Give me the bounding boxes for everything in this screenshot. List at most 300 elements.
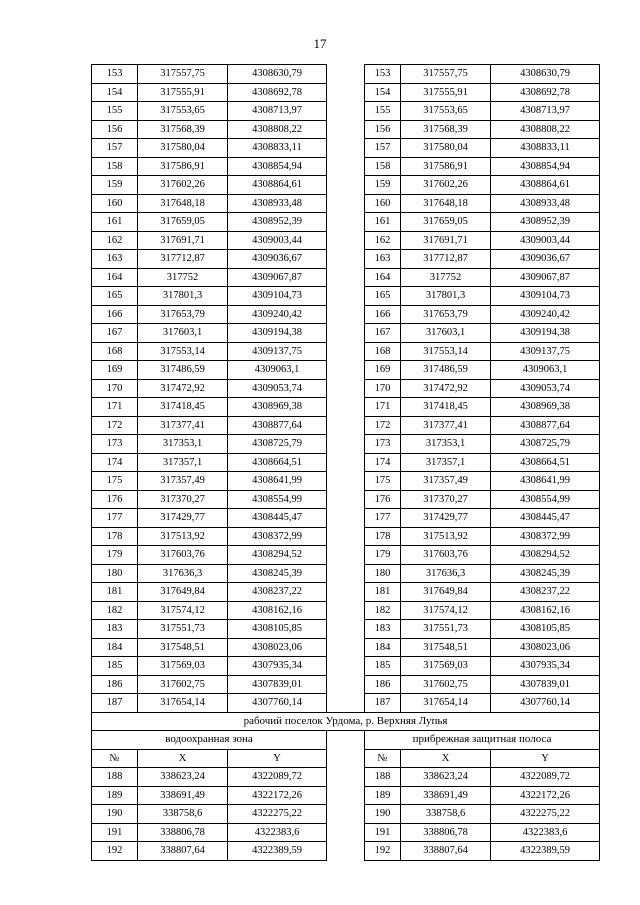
right-y-coordinate: 4309053,74	[491, 379, 600, 398]
right-y-coordinate: 4322275,22	[491, 805, 600, 824]
left-point-number: 177	[92, 509, 138, 528]
table-row	[92, 287, 600, 306]
left-x-coordinate: 317580,04	[138, 139, 228, 158]
table-row	[92, 361, 600, 380]
column-gap	[327, 527, 365, 546]
left-y-coordinate: 4309104,73	[228, 287, 327, 306]
left-x-coordinate: 317603,1	[138, 324, 228, 343]
right-y-coordinate: 4308713,97	[491, 102, 600, 121]
table-row	[92, 379, 600, 398]
right-y-coordinate: 4308162,16	[491, 601, 600, 620]
left-x-coordinate: 338758,6	[138, 805, 228, 824]
left-y-coordinate: 4308105,85	[228, 620, 327, 639]
left-x-coordinate: 317712,87	[138, 250, 228, 269]
left-x-coordinate: 317569,03	[138, 657, 228, 676]
left-point-number: 186	[92, 675, 138, 694]
column-gap	[327, 786, 365, 805]
left-y-coordinate: 4309240,42	[228, 305, 327, 324]
table-row	[92, 583, 600, 602]
right-x-coordinate: 317569,03	[401, 657, 491, 676]
header-number-right: №	[365, 749, 401, 768]
right-x-coordinate: 338807,64	[401, 842, 491, 861]
table-row	[92, 102, 600, 121]
left-x-coordinate: 338691,49	[138, 786, 228, 805]
right-y-coordinate: 4308445,47	[491, 509, 600, 528]
upper-rows	[92, 65, 600, 713]
column-gap	[327, 398, 365, 417]
left-point-number: 157	[92, 139, 138, 158]
table-row	[92, 546, 600, 565]
column-gap	[327, 823, 365, 842]
column-gap	[327, 657, 365, 676]
table-row	[92, 527, 600, 546]
right-y-coordinate: 4308664,51	[491, 453, 600, 472]
column-gap	[327, 250, 365, 269]
left-x-coordinate: 317557,75	[138, 65, 228, 84]
right-point-number: 169	[365, 361, 401, 380]
left-point-number: 163	[92, 250, 138, 269]
left-x-coordinate: 317659,05	[138, 213, 228, 232]
left-x-coordinate: 317654,14	[138, 694, 228, 713]
table-row	[92, 472, 600, 491]
left-y-coordinate: 4308245,39	[228, 564, 327, 583]
right-point-number: 162	[365, 231, 401, 250]
right-x-coordinate: 317752	[401, 268, 491, 287]
left-y-coordinate: 4308692,78	[228, 83, 327, 102]
left-x-coordinate: 317586,91	[138, 157, 228, 176]
right-point-number: 156	[365, 120, 401, 139]
right-y-coordinate: 4308641,99	[491, 472, 600, 491]
table-row	[92, 768, 600, 787]
left-x-coordinate: 317602,26	[138, 176, 228, 195]
table-row	[92, 157, 600, 176]
right-x-coordinate: 317603,1	[401, 324, 491, 343]
right-point-number: 192	[365, 842, 401, 861]
left-y-coordinate: 4308630,79	[228, 65, 327, 84]
table-row	[92, 694, 600, 713]
right-point-number: 159	[365, 176, 401, 195]
left-x-coordinate: 338806,78	[138, 823, 228, 842]
right-x-coordinate: 317377,41	[401, 416, 491, 435]
right-point-number: 186	[365, 675, 401, 694]
left-point-number: 184	[92, 638, 138, 657]
left-point-number: 160	[92, 194, 138, 213]
right-point-number: 177	[365, 509, 401, 528]
right-y-coordinate: 4307839,01	[491, 675, 600, 694]
column-gap	[327, 176, 365, 195]
left-point-number: 173	[92, 435, 138, 454]
left-point-number: 169	[92, 361, 138, 380]
left-point-number: 167	[92, 324, 138, 343]
header-number-left: №	[92, 749, 138, 768]
left-y-coordinate: 4308664,51	[228, 453, 327, 472]
left-x-coordinate: 338623,24	[138, 768, 228, 787]
left-x-coordinate: 317602,75	[138, 675, 228, 694]
left-y-coordinate: 4308952,39	[228, 213, 327, 232]
column-gap	[327, 342, 365, 361]
right-x-coordinate: 317602,75	[401, 675, 491, 694]
column-gap	[327, 65, 365, 84]
right-y-coordinate: 4308933,48	[491, 194, 600, 213]
left-point-number: 175	[92, 472, 138, 491]
right-y-coordinate: 4309067,87	[491, 268, 600, 287]
left-x-coordinate: 317555,91	[138, 83, 228, 102]
left-x-coordinate: 317357,1	[138, 453, 228, 472]
right-y-coordinate: 4309137,75	[491, 342, 600, 361]
right-x-coordinate: 317603,76	[401, 546, 491, 565]
right-x-coordinate: 317486,59	[401, 361, 491, 380]
right-x-coordinate: 317370,27	[401, 490, 491, 509]
right-x-coordinate: 317580,04	[401, 139, 491, 158]
table-row	[92, 823, 600, 842]
right-x-coordinate: 317602,26	[401, 176, 491, 195]
right-point-number: 171	[365, 398, 401, 417]
left-x-coordinate: 317429,77	[138, 509, 228, 528]
right-x-coordinate: 338691,49	[401, 786, 491, 805]
table-row	[92, 305, 600, 324]
right-y-coordinate: 4309104,73	[491, 287, 600, 306]
left-point-number: 170	[92, 379, 138, 398]
left-point-number: 191	[92, 823, 138, 842]
right-point-number: 176	[365, 490, 401, 509]
column-gap	[327, 805, 365, 824]
left-point-number: 165	[92, 287, 138, 306]
column-gap	[327, 564, 365, 583]
left-y-coordinate: 4308725,79	[228, 435, 327, 454]
right-point-number: 153	[365, 65, 401, 84]
left-point-number: 155	[92, 102, 138, 121]
column-gap	[327, 638, 365, 657]
left-y-coordinate: 4309053,74	[228, 379, 327, 398]
right-point-number: 179	[365, 546, 401, 565]
left-point-number: 153	[92, 65, 138, 84]
left-y-coordinate: 4309063,1	[228, 361, 327, 380]
left-y-coordinate: 4308933,48	[228, 194, 327, 213]
right-point-number: 164	[365, 268, 401, 287]
right-point-number: 185	[365, 657, 401, 676]
right-y-coordinate: 4308630,79	[491, 65, 600, 84]
left-y-coordinate: 4322089,72	[228, 768, 327, 787]
left-y-coordinate: 4308162,16	[228, 601, 327, 620]
table-row	[92, 194, 600, 213]
right-y-coordinate: 4308105,85	[491, 620, 600, 639]
left-y-coordinate: 4307760,14	[228, 694, 327, 713]
right-y-coordinate: 4308245,39	[491, 564, 600, 583]
right-x-coordinate: 317654,14	[401, 694, 491, 713]
left-point-number: 190	[92, 805, 138, 824]
right-y-coordinate: 4309194,38	[491, 324, 600, 343]
right-y-coordinate: 4309063,1	[491, 361, 600, 380]
right-point-number: 168	[365, 342, 401, 361]
column-gap	[327, 583, 365, 602]
section-title: рабочий поселок Урдома, р. Верхняя Лупья	[92, 712, 600, 731]
right-y-coordinate: 4322089,72	[491, 768, 600, 787]
header-y-left: Y	[228, 749, 327, 768]
left-point-number: 159	[92, 176, 138, 195]
table-row	[92, 139, 600, 158]
table-row	[92, 805, 600, 824]
right-x-coordinate: 317418,45	[401, 398, 491, 417]
column-gap	[327, 768, 365, 787]
left-point-number: 187	[92, 694, 138, 713]
table-row	[92, 435, 600, 454]
table-row	[92, 453, 600, 472]
right-point-number: 166	[365, 305, 401, 324]
left-zone-title: водоохранная зона	[92, 731, 327, 750]
column-gap	[327, 157, 365, 176]
right-x-coordinate: 338758,6	[401, 805, 491, 824]
left-point-number: 181	[92, 583, 138, 602]
table-row	[92, 83, 600, 102]
right-y-coordinate: 4308725,79	[491, 435, 600, 454]
left-y-coordinate: 4308023,06	[228, 638, 327, 657]
right-point-number: 154	[365, 83, 401, 102]
right-x-coordinate: 317649,84	[401, 583, 491, 602]
left-y-coordinate: 4308833,11	[228, 139, 327, 158]
left-x-coordinate: 317574,12	[138, 601, 228, 620]
left-x-coordinate: 338807,64	[138, 842, 228, 861]
left-x-coordinate: 317513,92	[138, 527, 228, 546]
right-x-coordinate: 338623,24	[401, 768, 491, 787]
left-x-coordinate: 317649,84	[138, 583, 228, 602]
left-y-coordinate: 4308854,94	[228, 157, 327, 176]
left-x-coordinate: 317648,18	[138, 194, 228, 213]
table-row	[92, 250, 600, 269]
left-y-coordinate: 4322383,6	[228, 823, 327, 842]
left-point-number: 164	[92, 268, 138, 287]
table-row	[92, 675, 600, 694]
table-row	[92, 638, 600, 657]
column-gap	[327, 139, 365, 158]
left-y-coordinate: 4307935,34	[228, 657, 327, 676]
right-y-coordinate: 4308294,52	[491, 546, 600, 565]
left-point-number: 171	[92, 398, 138, 417]
right-y-coordinate: 4308833,11	[491, 139, 600, 158]
column-gap	[327, 731, 365, 750]
column-gap	[327, 361, 365, 380]
right-x-coordinate: 317801,3	[401, 287, 491, 306]
right-point-number: 182	[365, 601, 401, 620]
column-gap	[327, 83, 365, 102]
right-y-coordinate: 4308952,39	[491, 213, 600, 232]
right-y-coordinate: 4307760,14	[491, 694, 600, 713]
right-y-coordinate: 4307935,34	[491, 657, 600, 676]
column-gap	[327, 620, 365, 639]
right-x-coordinate: 317472,92	[401, 379, 491, 398]
column-gap	[327, 472, 365, 491]
table-row	[92, 120, 600, 139]
left-point-number: 166	[92, 305, 138, 324]
right-x-coordinate: 317568,39	[401, 120, 491, 139]
header-x-right: X	[401, 749, 491, 768]
right-x-coordinate: 317659,05	[401, 213, 491, 232]
right-y-coordinate: 4322172,26	[491, 786, 600, 805]
right-point-number: 190	[365, 805, 401, 824]
right-point-number: 189	[365, 786, 401, 805]
left-point-number: 188	[92, 768, 138, 787]
right-x-coordinate: 317548,51	[401, 638, 491, 657]
right-x-coordinate: 317555,91	[401, 83, 491, 102]
right-y-coordinate: 4309003,44	[491, 231, 600, 250]
left-y-coordinate: 4309003,44	[228, 231, 327, 250]
right-y-coordinate: 4308554,99	[491, 490, 600, 509]
right-y-coordinate: 4308969,38	[491, 398, 600, 417]
right-x-coordinate: 317429,77	[401, 509, 491, 528]
right-y-coordinate: 4322389,59	[491, 842, 600, 861]
left-y-coordinate: 4308864,61	[228, 176, 327, 195]
section-header	[92, 712, 600, 768]
left-x-coordinate: 317801,3	[138, 287, 228, 306]
left-x-coordinate: 317603,76	[138, 546, 228, 565]
right-y-coordinate: 4308854,94	[491, 157, 600, 176]
header-y-right: Y	[491, 749, 600, 768]
column-gap	[327, 416, 365, 435]
right-point-number: 188	[365, 768, 401, 787]
left-point-number: 185	[92, 657, 138, 676]
right-x-coordinate: 338806,78	[401, 823, 491, 842]
left-x-coordinate: 317553,14	[138, 342, 228, 361]
left-point-number: 158	[92, 157, 138, 176]
left-y-coordinate: 4309067,87	[228, 268, 327, 287]
table-row	[92, 786, 600, 805]
table-row	[92, 416, 600, 435]
left-y-coordinate: 4308713,97	[228, 102, 327, 121]
left-y-coordinate: 4308294,52	[228, 546, 327, 565]
right-point-number: 173	[365, 435, 401, 454]
left-y-coordinate: 4308445,47	[228, 509, 327, 528]
column-gap	[327, 287, 365, 306]
right-point-number: 175	[365, 472, 401, 491]
right-y-coordinate: 4308023,06	[491, 638, 600, 657]
left-point-number: 180	[92, 564, 138, 583]
column-gap	[327, 268, 365, 287]
column-gap	[327, 490, 365, 509]
left-y-coordinate: 4309137,75	[228, 342, 327, 361]
right-x-coordinate: 317712,87	[401, 250, 491, 269]
column-gap	[327, 546, 365, 565]
left-y-coordinate: 4308969,38	[228, 398, 327, 417]
column-gap	[327, 231, 365, 250]
left-y-coordinate: 4307839,01	[228, 675, 327, 694]
left-y-coordinate: 4308877,64	[228, 416, 327, 435]
table-row	[92, 842, 600, 861]
column-gap	[327, 749, 365, 768]
right-y-coordinate: 4322383,6	[491, 823, 600, 842]
right-point-number: 155	[365, 102, 401, 121]
left-x-coordinate: 317752	[138, 268, 228, 287]
right-x-coordinate: 317636,3	[401, 564, 491, 583]
column-gap	[327, 453, 365, 472]
left-x-coordinate: 317486,59	[138, 361, 228, 380]
right-x-coordinate: 317557,75	[401, 65, 491, 84]
left-y-coordinate: 4322172,26	[228, 786, 327, 805]
right-x-coordinate: 317357,1	[401, 453, 491, 472]
right-x-coordinate: 317574,12	[401, 601, 491, 620]
left-x-coordinate: 317357,49	[138, 472, 228, 491]
right-point-number: 178	[365, 527, 401, 546]
column-gap	[327, 601, 365, 620]
right-point-number: 191	[365, 823, 401, 842]
right-y-coordinate: 4309240,42	[491, 305, 600, 324]
right-point-number: 180	[365, 564, 401, 583]
left-point-number: 172	[92, 416, 138, 435]
right-zone-title: прибрежная защитная полоса	[365, 731, 600, 750]
left-y-coordinate: 4309036,67	[228, 250, 327, 269]
column-gap	[327, 213, 365, 232]
left-x-coordinate: 317472,92	[138, 379, 228, 398]
right-x-coordinate: 317691,71	[401, 231, 491, 250]
right-point-number: 184	[365, 638, 401, 657]
table-row	[92, 213, 600, 232]
left-point-number: 162	[92, 231, 138, 250]
right-x-coordinate: 317551,73	[401, 620, 491, 639]
right-x-coordinate: 317586,91	[401, 157, 491, 176]
left-point-number: 179	[92, 546, 138, 565]
left-y-coordinate: 4309194,38	[228, 324, 327, 343]
left-x-coordinate: 317691,71	[138, 231, 228, 250]
page-number: 17	[313, 36, 327, 51]
left-y-coordinate: 4322389,59	[228, 842, 327, 861]
table-row	[92, 564, 600, 583]
left-y-coordinate: 4308808,22	[228, 120, 327, 139]
right-point-number: 165	[365, 287, 401, 306]
left-point-number: 189	[92, 786, 138, 805]
right-point-number: 167	[365, 324, 401, 343]
left-x-coordinate: 317548,51	[138, 638, 228, 657]
right-point-number: 172	[365, 416, 401, 435]
left-y-coordinate: 4308641,99	[228, 472, 327, 491]
column-gap	[327, 694, 365, 713]
right-x-coordinate: 317357,49	[401, 472, 491, 491]
left-point-number: 178	[92, 527, 138, 546]
column-gap	[327, 842, 365, 861]
left-point-number: 161	[92, 213, 138, 232]
table-row	[92, 398, 600, 417]
left-x-coordinate: 317553,65	[138, 102, 228, 121]
table-row	[92, 342, 600, 361]
right-point-number: 157	[365, 139, 401, 158]
right-point-number: 187	[365, 694, 401, 713]
column-gap	[327, 194, 365, 213]
left-point-number: 183	[92, 620, 138, 639]
table-row	[92, 268, 600, 287]
column-gap	[327, 324, 365, 343]
right-y-coordinate: 4308808,22	[491, 120, 600, 139]
right-y-coordinate: 4308237,22	[491, 583, 600, 602]
left-y-coordinate: 4308237,22	[228, 583, 327, 602]
left-x-coordinate: 317418,45	[138, 398, 228, 417]
column-gap	[327, 435, 365, 454]
right-y-coordinate: 4308692,78	[491, 83, 600, 102]
coordinates-table	[91, 64, 600, 861]
right-x-coordinate: 317648,18	[401, 194, 491, 213]
table-row	[92, 65, 600, 84]
left-point-number: 154	[92, 83, 138, 102]
table-row	[92, 490, 600, 509]
lower-rows	[92, 768, 600, 861]
table-row	[92, 657, 600, 676]
right-point-number: 170	[365, 379, 401, 398]
column-gap	[327, 379, 365, 398]
right-x-coordinate: 317513,92	[401, 527, 491, 546]
left-x-coordinate: 317377,41	[138, 416, 228, 435]
left-point-number: 156	[92, 120, 138, 139]
left-point-number: 168	[92, 342, 138, 361]
right-point-number: 183	[365, 620, 401, 639]
right-y-coordinate: 4308864,61	[491, 176, 600, 195]
right-x-coordinate: 317653,79	[401, 305, 491, 324]
right-x-coordinate: 317353,1	[401, 435, 491, 454]
